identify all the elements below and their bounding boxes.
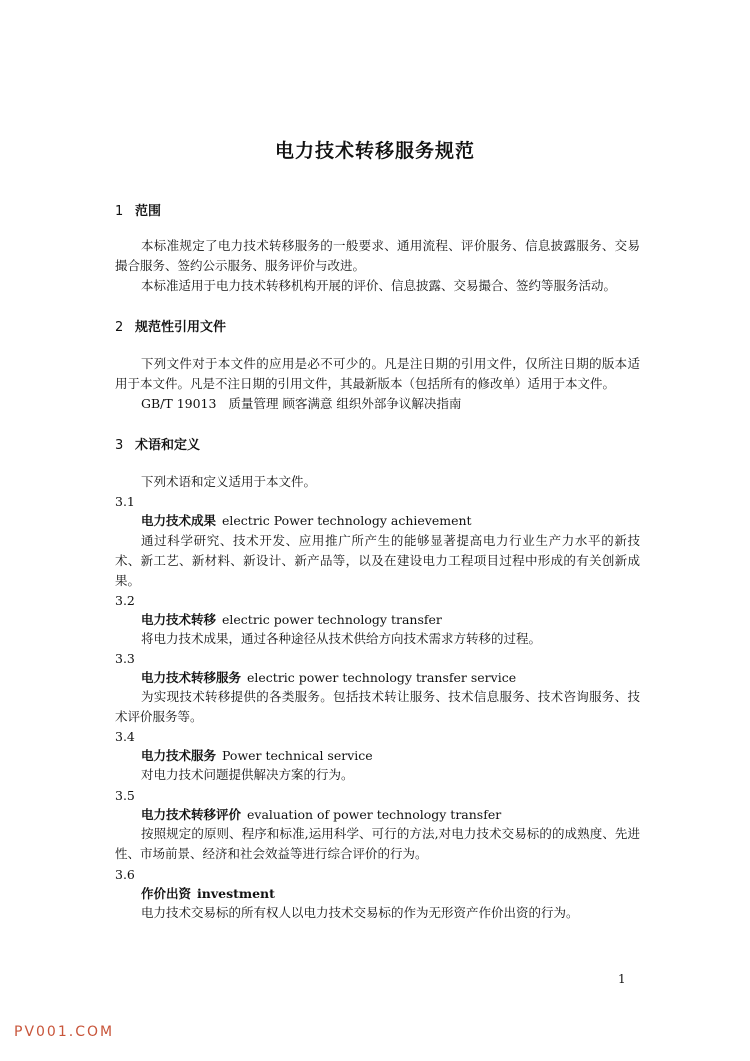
term-definition: 通过科学研究、技术开发、应用推广所产生的能够显著提高电力行业生产力水平的新技术、新工艺、新材料、新设计、新产品等，以及在建设电力工程项目过程中形成的有关创新成果。	[115, 533, 640, 588]
terms-intro: 下列术语和定义适用于本文件。	[141, 474, 317, 489]
reference-title: 质量管理 顾客满意 组织外部争议解决指南	[228, 396, 462, 411]
term-zh: 电力技术转移评价	[141, 807, 242, 822]
reference-code: GB/T 19013	[141, 396, 217, 411]
term-definition: 电力技术交易标的所有权人以电力技术交易标的作为无形资产作价出资的行为。	[141, 905, 579, 920]
term-zh: 作价出资	[141, 886, 192, 901]
scope-paragraph-2: 本标准适用于电力技术转移机构开展的评价、信息披露、交易撮合、签约等服务活动。	[141, 278, 617, 293]
term-number: 3.6	[115, 867, 135, 882]
term-definition: 将电力技术成果，通过各种途径从技术供给方向技术需求方转移的过程。	[141, 631, 542, 646]
section-heading-scope	[115, 200, 161, 219]
section-title: 规范性引用文件	[135, 320, 227, 335]
term-en: electric Power technology achievement	[222, 513, 472, 528]
term-en: evaluation of power technology transfer	[247, 807, 502, 822]
section-number: 1	[115, 204, 124, 219]
term-en: electric power technology transfer	[222, 612, 442, 627]
page-number: 1	[618, 972, 626, 986]
normative-reference	[141, 394, 641, 414]
term-en: investment	[197, 886, 275, 901]
section-number: 3	[115, 438, 124, 453]
term-zh: 电力技术服务	[141, 748, 217, 763]
term-zh: 电力技术转移	[141, 612, 217, 627]
section-number: 2	[115, 320, 124, 335]
section-heading-terms	[115, 434, 200, 453]
term-definition: 对电力技术问题提供解决方案的行为。	[141, 767, 354, 782]
scope-paragraph-1: 本标准规定了电力技术转移服务的一般要求、通用流程、评价服务、信息披露服务、交易撮合服务、签约公示服务、服务评价与改进。	[115, 238, 640, 273]
term-definition: 为实现技术转移提供的各类服务。包括技术转让服务、技术信息服务、技术咨询服务、技术评价服务等。	[115, 689, 640, 724]
term-en: electric power technology transfer service	[247, 670, 517, 685]
term-number: 3.5	[115, 788, 135, 803]
term-number: 3.4	[115, 729, 135, 744]
term-heading	[141, 805, 501, 825]
term-number: 3.3	[115, 651, 135, 666]
term-heading	[141, 746, 373, 766]
section-heading-normative-references	[115, 316, 226, 335]
section-title: 术语和定义	[135, 438, 201, 453]
term-heading	[141, 511, 472, 531]
normative-paragraph: 下列文件对于本文件的应用是必不可少的。凡是注日期的引用文件，仅所注日期的版本适用于本文件。凡是不注日期的引用文件，其最新版本（包括所有的修改单）适用于本文件。	[115, 356, 640, 391]
section-title: 范围	[135, 204, 162, 219]
term-zh: 电力技术成果	[141, 513, 217, 528]
term-heading	[141, 668, 516, 688]
term-number: 3.1	[115, 494, 135, 509]
watermark: PV001.COM	[14, 1024, 115, 1040]
term-number: 3.2	[115, 593, 135, 608]
term-heading	[141, 884, 275, 904]
term-definition: 按照规定的原则、程序和标准,运用科学、可行的方法,对电力技术交易标的的成熟度、先进性、市场前景、经济和社会效益等进行综合评价的行为。	[115, 826, 640, 861]
term-en: Power technical service	[222, 748, 373, 763]
term-zh: 电力技术转移服务	[141, 670, 242, 685]
term-heading	[141, 610, 442, 630]
document-title: 电力技术转移服务规范	[274, 140, 475, 162]
